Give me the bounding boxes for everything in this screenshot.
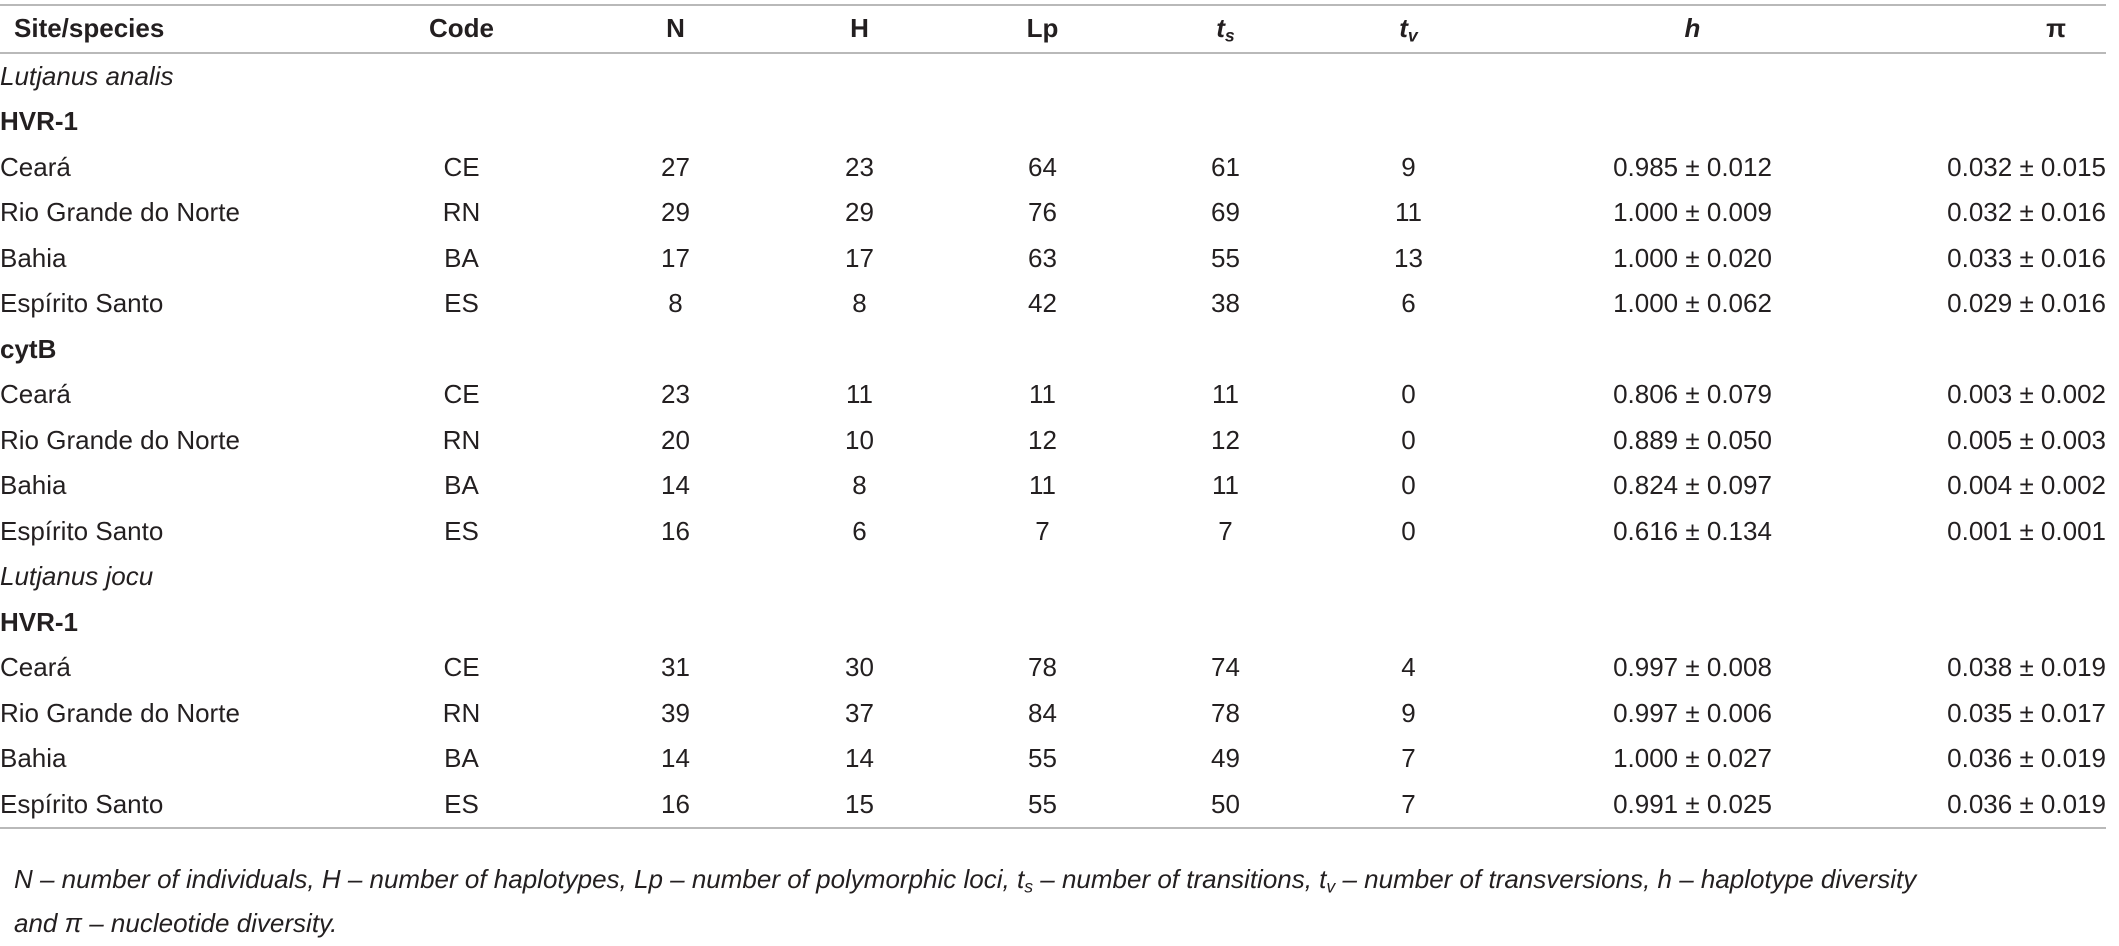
table-row <box>0 190 2106 236</box>
cell-haplotype-diversity: 1.000 ± 0.020 <box>1613 242 1772 273</box>
header-tv: $t_v$ <box>1399 13 1418 46</box>
cell-pi: 0.033 ± 0.016 <box>1947 242 2106 273</box>
cell-haplotypes: 29 <box>845 197 874 227</box>
cell-site: Bahia <box>0 743 67 773</box>
cell-n: 8 <box>668 288 683 318</box>
cell-ts: 55 <box>1211 242 1240 273</box>
cell-code: ES <box>444 515 479 546</box>
cell-haplotypes: 10 <box>845 424 874 455</box>
cell-code: CE <box>443 151 480 182</box>
locus-label: cytB <box>0 333 57 364</box>
cell-tv: 0 <box>1401 379 1416 409</box>
header-haplotype-diversity: h <box>1684 13 1701 43</box>
cell-n: 27 <box>661 151 690 182</box>
cell-code: ES <box>444 288 479 318</box>
cell-ts: 12 <box>1211 424 1240 455</box>
cell-tv: 11 <box>1395 197 1422 227</box>
cell-lp: 84 <box>1028 697 1057 728</box>
cell-lp: 12 <box>1028 424 1057 455</box>
cell-site: Espírito Santo <box>0 788 164 819</box>
header-haplotypes: H <box>850 13 869 43</box>
cell-site: Ceará <box>0 151 71 182</box>
cell-site: Ceará <box>0 379 71 409</box>
cell-haplotypes: 14 <box>845 743 874 773</box>
cell-tv: 0 <box>1401 470 1416 500</box>
cell-pi: 0.035 ± 0.017 <box>1947 697 2106 728</box>
cell-pi: 0.032 ± 0.016 <box>1947 197 2106 227</box>
species-row <box>0 554 2106 600</box>
table-row <box>0 782 2106 829</box>
cell-ts: 7 <box>1218 515 1233 546</box>
cell-ts: 49 <box>1211 743 1240 773</box>
cell-lp: 64 <box>1028 151 1057 182</box>
cell-lp: 55 <box>1028 788 1057 819</box>
cell-n: 14 <box>661 470 690 500</box>
cell-site: Ceará <box>0 652 71 682</box>
cell-ts: 11 <box>1212 470 1239 500</box>
cell-haplotype-diversity: 0.889 ± 0.050 <box>1613 424 1772 455</box>
cell-haplotypes: 17 <box>845 242 874 273</box>
header-ts: $t_s$ <box>1216 13 1235 46</box>
table-row <box>0 645 2106 691</box>
cell-pi: 0.003 ± 0.002 <box>1947 379 2106 409</box>
table-row <box>0 509 2106 555</box>
cell-haplotypes: 23 <box>845 151 874 182</box>
cell-haplotype-diversity: 0.806 ± 0.079 <box>1613 379 1772 409</box>
cell-tv: 0 <box>1401 424 1416 455</box>
table-footnote <box>14 857 2109 945</box>
cell-n: 16 <box>661 515 690 546</box>
header-pi: π <box>2046 13 2066 43</box>
cell-haplotype-diversity: 1.000 ± 0.062 <box>1613 288 1772 318</box>
locus-label: HVR-1 <box>0 606 79 637</box>
table-row <box>0 736 2106 782</box>
cell-site: Rio Grande do Norte <box>0 697 240 728</box>
cell-haplotypes: 11 <box>846 379 873 409</box>
cell-pi: 0.004 ± 0.002 <box>1947 470 2106 500</box>
diversity-table <box>0 4 2106 829</box>
cell-ts: 74 <box>1211 652 1240 682</box>
cell-pi: 0.029 ± 0.016 <box>1947 288 2106 318</box>
cell-site: Bahia <box>0 242 67 273</box>
header-site: Site/species <box>14 13 165 43</box>
table-row <box>0 463 2106 509</box>
cell-n: 31 <box>661 652 690 682</box>
cell-code: RN <box>442 424 481 455</box>
cell-haplotype-diversity: 0.616 ± 0.134 <box>1613 515 1772 546</box>
table-row <box>0 691 2106 737</box>
locus-row <box>0 327 2106 373</box>
cell-tv: 0 <box>1401 515 1416 546</box>
cell-site: Rio Grande do Norte <box>0 424 240 455</box>
cell-lp: 42 <box>1028 288 1057 318</box>
cell-site: Espírito Santo <box>0 288 164 318</box>
cell-haplotype-diversity: 0.997 ± 0.008 <box>1613 652 1772 682</box>
locus-label: HVR-1 <box>0 106 79 136</box>
cell-tv: 7 <box>1401 743 1416 773</box>
cell-lp: 11 <box>1029 470 1056 500</box>
table-row <box>0 236 2106 282</box>
cell-haplotype-diversity: 1.000 ± 0.009 <box>1613 197 1772 227</box>
cell-lp: 76 <box>1028 197 1057 227</box>
cell-n: 39 <box>661 697 690 728</box>
cell-haplotypes: 6 <box>852 515 867 546</box>
header-lp: Lp <box>1026 13 1059 43</box>
cell-haplotypes: 15 <box>845 788 874 819</box>
cell-haplotype-diversity: 0.997 ± 0.006 <box>1613 697 1772 728</box>
cell-lp: 11 <box>1029 379 1056 409</box>
cell-haplotype-diversity: 0.824 ± 0.097 <box>1613 470 1772 500</box>
table-row <box>0 145 2106 191</box>
cell-pi: 0.036 ± 0.019 <box>1947 788 2106 819</box>
cell-site: Bahia <box>0 470 67 500</box>
header-row <box>0 5 2106 53</box>
cell-code: CE <box>443 379 480 409</box>
cell-n: 17 <box>661 242 690 273</box>
cell-pi: 0.036 ± 0.019 <box>1947 743 2106 773</box>
cell-pi: 0.005 ± 0.003 <box>1947 424 2106 455</box>
cell-code: RN <box>442 697 481 728</box>
cell-lp: 78 <box>1028 652 1057 682</box>
table-row <box>0 281 2106 327</box>
cell-ts: 11 <box>1212 379 1239 409</box>
cell-pi: 0.032 ± 0.015 <box>1947 151 2106 182</box>
cell-pi: 0.001 ± 0.001 <box>1947 515 2106 546</box>
header-n: N <box>666 13 685 43</box>
locus-row <box>0 600 2106 646</box>
cell-code: CE <box>443 652 480 682</box>
cell-code: BA <box>444 242 479 273</box>
cell-haplotype-diversity: 0.985 ± 0.012 <box>1613 151 1772 182</box>
cell-tv: 9 <box>1401 151 1416 182</box>
cell-site: Rio Grande do Norte <box>0 197 240 227</box>
cell-n: 20 <box>661 424 690 455</box>
footnote-text: N – number of individuals, H – number of haplotypes, Lp – number of polymorphic loci, $t_s$ – number of transitions, $t_v$ – number of transversions, h – haplotype diversity <box>14 864 1917 897</box>
cell-haplotype-diversity: 1.000 ± 0.027 <box>1613 743 1772 773</box>
cell-site: Espírito Santo <box>0 515 164 546</box>
cell-ts: 38 <box>1211 288 1240 318</box>
cell-haplotypes: 8 <box>852 470 867 500</box>
cell-tv: 6 <box>1401 288 1416 318</box>
cell-lp: 7 <box>1035 515 1050 546</box>
cell-tv: 7 <box>1401 788 1416 819</box>
cell-pi: 0.038 ± 0.019 <box>1947 652 2106 682</box>
cell-lp: 63 <box>1028 242 1057 273</box>
table-row <box>0 418 2106 464</box>
table-row <box>0 372 2106 418</box>
cell-n: 16 <box>661 788 690 819</box>
cell-n: 29 <box>661 197 690 227</box>
cell-ts: 78 <box>1211 697 1240 728</box>
cell-haplotypes: 8 <box>852 288 867 318</box>
cell-ts: 50 <box>1211 788 1240 819</box>
species-label: Lutjanus jocu <box>0 561 154 591</box>
cell-haplotypes: 37 <box>845 697 874 728</box>
cell-n: 23 <box>661 379 690 409</box>
cell-code: RN <box>442 197 481 227</box>
header-code: Code <box>429 13 494 43</box>
locus-row <box>0 99 2106 145</box>
cell-tv: 9 <box>1401 697 1416 728</box>
cell-haplotypes: 30 <box>845 652 874 682</box>
cell-haplotype-diversity: 0.991 ± 0.025 <box>1613 788 1772 819</box>
species-label: Lutjanus analis <box>0 60 174 91</box>
cell-tv: 13 <box>1394 242 1423 273</box>
species-row <box>0 53 2106 100</box>
cell-ts: 61 <box>1211 151 1240 182</box>
cell-code: ES <box>444 788 479 819</box>
cell-lp: 55 <box>1028 743 1057 773</box>
cell-tv: 4 <box>1401 652 1416 682</box>
cell-ts: 69 <box>1211 197 1240 227</box>
footnote-text-line2: and π – nucleotide diversity. <box>14 908 338 938</box>
cell-code: BA <box>444 743 479 773</box>
cell-n: 14 <box>661 743 690 773</box>
cell-code: BA <box>444 470 479 500</box>
